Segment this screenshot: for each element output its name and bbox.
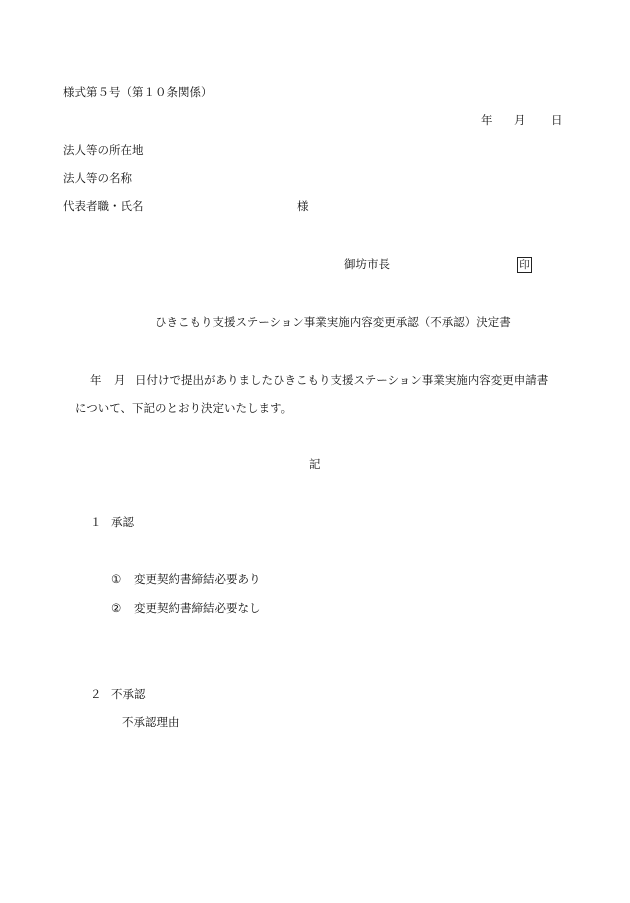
body-month: 月: [114, 373, 126, 387]
section1-number: １: [90, 515, 102, 529]
body-line1: 日付けで提出がありましたひきこもり支援ステーション事業実施内容変更申請書: [135, 373, 549, 387]
rejection-reason-label: 不承認理由: [122, 715, 180, 729]
corporation-address-label: 法人等の所在地: [63, 143, 144, 157]
date-month-label: 月: [514, 113, 526, 127]
option-2-text: 変更契約書締結必要なし: [134, 601, 261, 615]
seal-mark: 印: [517, 257, 532, 273]
section2-label: 不承認: [111, 687, 146, 701]
date-year-label: 年: [481, 113, 493, 127]
section1-label: 承認: [111, 515, 134, 529]
issuer-title: 御坊市長: [344, 257, 390, 271]
document-title: ひきこもり支援ステーション事業実施内容変更承認（不承認）決定書: [155, 315, 511, 329]
option-1-mark: ①: [111, 572, 122, 586]
body-line2: について、下記のとおり決定いたします。: [75, 401, 293, 415]
section2-number: ２: [90, 687, 102, 701]
body-year: 年: [90, 373, 102, 387]
date-day-label: 日: [551, 113, 563, 127]
representative-label: 代表者職・氏名: [63, 199, 144, 213]
ki-heading: 記: [309, 457, 321, 471]
option-2-mark: ②: [111, 601, 122, 615]
corporation-name-label: 法人等の名称: [63, 171, 132, 185]
honorific-sama: 様: [297, 199, 309, 213]
form-number: 様式第５号（第１０条関係）: [63, 85, 213, 99]
option-1-text: 変更契約書締結必要あり: [134, 572, 261, 586]
